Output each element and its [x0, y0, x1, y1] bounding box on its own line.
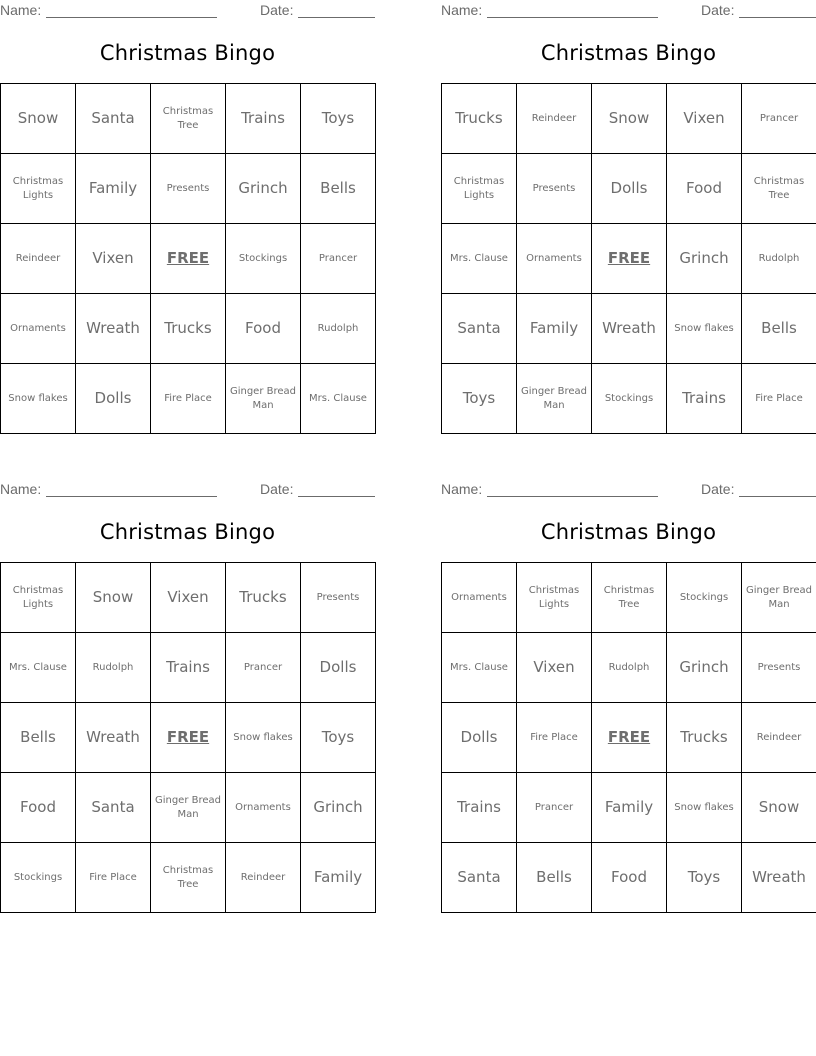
- bingo-cell[interactable]: Rudolph: [742, 224, 816, 294]
- bingo-cell[interactable]: Vixen: [151, 563, 226, 633]
- grid-row: [442, 773, 816, 843]
- bingo-cell[interactable]: Ginger Bread Man: [151, 773, 226, 843]
- bingo-cell[interactable]: Wreath: [76, 703, 151, 773]
- bingo-cell[interactable]: Food: [667, 154, 742, 224]
- bingo-cell[interactable]: Dolls: [76, 364, 151, 434]
- grid-row: [1, 84, 376, 154]
- bingo-cell[interactable]: Prancer: [226, 633, 301, 703]
- name-label: Name:: [0, 2, 42, 18]
- bingo-cell[interactable]: Stockings: [1, 843, 76, 913]
- bingo-cell[interactable]: Santa: [442, 843, 517, 913]
- bingo-cell[interactable]: Snow: [592, 84, 667, 154]
- bingo-cell[interactable]: Christmas Lights: [1, 563, 76, 633]
- bingo-cell[interactable]: Trains: [226, 84, 301, 154]
- bingo-cell[interactable]: Toys: [442, 364, 517, 434]
- grid-row: [1, 294, 376, 364]
- bingo-cell[interactable]: Ginger Bread Man: [517, 364, 592, 434]
- bingo-cell[interactable]: Presents: [301, 563, 376, 633]
- grid-row: [1, 843, 376, 913]
- date-blank-line[interactable]: [298, 17, 375, 18]
- bingo-grid: [441, 83, 816, 434]
- bingo-grid: [0, 562, 376, 913]
- bingo-cell[interactable]: Fire Place: [742, 364, 816, 434]
- bingo-cell[interactable]: Grinch: [667, 633, 742, 703]
- bingo-cell[interactable]: Grinch: [226, 154, 301, 224]
- bingo-cell[interactable]: Rudolph: [76, 633, 151, 703]
- bingo-cell[interactable]: Toys: [301, 84, 376, 154]
- bingo-cell[interactable]: Stockings: [592, 364, 667, 434]
- bingo-cell[interactable]: Trains: [667, 364, 742, 434]
- bingo-cell[interactable]: Presents: [517, 154, 592, 224]
- name-label: Name:: [0, 481, 42, 497]
- bingo-cell[interactable]: Christmas Lights: [442, 154, 517, 224]
- bingo-cell[interactable]: Vixen: [76, 224, 151, 294]
- bingo-cell[interactable]: Trains: [442, 773, 517, 843]
- name-date-header: [441, 2, 816, 20]
- bingo-cell[interactable]: Snow flakes: [226, 703, 301, 773]
- bingo-cell[interactable]: Santa: [76, 84, 151, 154]
- bingo-cell[interactable]: Toys: [667, 843, 742, 913]
- bingo-cell[interactable]: Christmas Lights: [517, 563, 592, 633]
- bingo-cell[interactable]: Prancer: [517, 773, 592, 843]
- name-label: Name:: [441, 2, 483, 18]
- grid-row: [1, 224, 376, 294]
- bingo-cell[interactable]: Wreath: [592, 294, 667, 364]
- bingo-cell[interactable]: Fire Place: [76, 843, 151, 913]
- card-title: Christmas Bingo: [99, 41, 276, 65]
- name-blank-line[interactable]: [46, 496, 217, 497]
- bingo-card-1: [0, 0, 375, 434]
- bingo-cell[interactable]: Snow flakes: [1, 364, 76, 434]
- date-blank-line[interactable]: [298, 496, 375, 497]
- date-blank-line[interactable]: [739, 17, 816, 18]
- card-title: Christmas Bingo: [540, 41, 717, 65]
- bingo-cell[interactable]: Presents: [151, 154, 226, 224]
- grid-row: [1, 773, 376, 843]
- bingo-cell[interactable]: Christmas Tree: [151, 84, 226, 154]
- bingo-cell[interactable]: Fire Place: [151, 364, 226, 434]
- bingo-grid: [0, 83, 376, 434]
- bingo-cell[interactable]: Dolls: [442, 703, 517, 773]
- grid-row: [442, 563, 816, 633]
- bingo-cell[interactable]: Trucks: [226, 563, 301, 633]
- bingo-cell[interactable]: Trucks: [442, 84, 517, 154]
- bingo-cell[interactable]: Ginger Bread Man: [226, 364, 301, 434]
- bingo-cell[interactable]: Prancer: [742, 84, 816, 154]
- bingo-cell[interactable]: Family: [301, 843, 376, 913]
- grid-row: [442, 843, 816, 913]
- card-title: Christmas Bingo: [99, 520, 276, 544]
- bingo-cell[interactable]: Stockings: [667, 563, 742, 633]
- bingo-cell[interactable]: Food: [226, 294, 301, 364]
- bingo-cell[interactable]: Santa: [76, 773, 151, 843]
- bingo-cell[interactable]: Bells: [301, 154, 376, 224]
- bingo-card-3: [0, 479, 375, 913]
- bingo-cell[interactable]: Reindeer: [1, 224, 76, 294]
- bingo-cell[interactable]: Dolls: [592, 154, 667, 224]
- grid-row: [442, 703, 816, 773]
- grid-row: [1, 154, 376, 224]
- grid-row: [442, 224, 816, 294]
- grid-row: [442, 154, 816, 224]
- bingo-cell[interactable]: Christmas Tree: [151, 843, 226, 913]
- name-blank-line[interactable]: [487, 17, 658, 18]
- bingo-cell[interactable]: Ginger Bread Man: [742, 563, 816, 633]
- bingo-cell[interactable]: Trucks: [151, 294, 226, 364]
- grid-row: [442, 364, 816, 434]
- bingo-cell[interactable]: Toys: [301, 703, 376, 773]
- bingo-cell[interactable]: Wreath: [76, 294, 151, 364]
- bingo-cell[interactable]: Reindeer: [517, 84, 592, 154]
- bingo-cell[interactable]: Ornaments: [442, 563, 517, 633]
- card-title: Christmas Bingo: [540, 520, 717, 544]
- bingo-cell[interactable]: Dolls: [301, 633, 376, 703]
- free-space-cell[interactable]: FREE: [151, 224, 226, 294]
- date-blank-line[interactable]: [739, 496, 816, 497]
- bingo-cell[interactable]: Snow flakes: [667, 294, 742, 364]
- date-label: Date:: [701, 481, 735, 497]
- name-date-header: [0, 481, 375, 499]
- bingo-cell[interactable]: Christmas Lights: [1, 154, 76, 224]
- grid-row: [442, 84, 816, 154]
- bingo-cell[interactable]: Snow flakes: [667, 773, 742, 843]
- bingo-cell[interactable]: Mrs. Clause: [442, 633, 517, 703]
- date-label: Date:: [260, 2, 294, 18]
- bingo-cell[interactable]: Snow: [76, 563, 151, 633]
- date-label: Date:: [260, 481, 294, 497]
- bingo-card-4: [441, 479, 816, 913]
- bingo-grid: [441, 562, 816, 913]
- bingo-cell[interactable]: Bells: [742, 294, 816, 364]
- name-date-header: [0, 2, 375, 20]
- grid-row: [442, 294, 816, 364]
- name-label: Name:: [441, 481, 483, 497]
- bingo-cell[interactable]: Ornaments: [226, 773, 301, 843]
- name-blank-line[interactable]: [487, 496, 658, 497]
- date-label: Date:: [701, 2, 735, 18]
- grid-row: [442, 633, 816, 703]
- bingo-cell[interactable]: Food: [1, 773, 76, 843]
- bingo-cell[interactable]: Vixen: [667, 84, 742, 154]
- free-space-cell[interactable]: FREE: [592, 224, 667, 294]
- bingo-cell[interactable]: Fire Place: [517, 703, 592, 773]
- bingo-cell[interactable]: Stockings: [226, 224, 301, 294]
- bingo-cell[interactable]: Snow: [1, 84, 76, 154]
- name-date-header: [441, 481, 816, 499]
- bingo-cell[interactable]: Rudolph: [592, 633, 667, 703]
- bingo-cell[interactable]: Grinch: [301, 773, 376, 843]
- grid-row: [1, 364, 376, 434]
- free-space-cell[interactable]: FREE: [151, 703, 226, 773]
- bingo-cell[interactable]: Wreath: [742, 843, 816, 913]
- bingo-card-2: [441, 0, 816, 434]
- bingo-cell[interactable]: Mrs. Clause: [442, 224, 517, 294]
- bingo-cell[interactable]: Prancer: [301, 224, 376, 294]
- bingo-cell[interactable]: Mrs. Clause: [301, 364, 376, 434]
- bingo-cell[interactable]: Rudolph: [301, 294, 376, 364]
- bingo-cell[interactable]: Family: [592, 773, 667, 843]
- bingo-cell[interactable]: Presents: [742, 633, 816, 703]
- bingo-cell[interactable]: Bells: [1, 703, 76, 773]
- grid-row: [1, 703, 376, 773]
- bingo-cell[interactable]: Mrs. Clause: [1, 633, 76, 703]
- bingo-cell[interactable]: Food: [592, 843, 667, 913]
- bingo-cell[interactable]: Vixen: [517, 633, 592, 703]
- free-space-cell[interactable]: FREE: [592, 703, 667, 773]
- bingo-cell[interactable]: Trains: [151, 633, 226, 703]
- bingo-cell[interactable]: Christmas Tree: [592, 563, 667, 633]
- grid-row: [1, 633, 376, 703]
- bingo-cell[interactable]: Grinch: [667, 224, 742, 294]
- bingo-cell[interactable]: Santa: [442, 294, 517, 364]
- grid-row: [1, 563, 376, 633]
- bingo-cell[interactable]: Family: [517, 294, 592, 364]
- bingo-cell[interactable]: Ornaments: [1, 294, 76, 364]
- name-blank-line[interactable]: [46, 17, 217, 18]
- bingo-cell[interactable]: Trucks: [667, 703, 742, 773]
- bingo-cell[interactable]: Ornaments: [517, 224, 592, 294]
- bingo-cell[interactable]: Bells: [517, 843, 592, 913]
- bingo-cell[interactable]: Reindeer: [742, 703, 816, 773]
- bingo-cell[interactable]: Reindeer: [226, 843, 301, 913]
- bingo-cell[interactable]: Family: [76, 154, 151, 224]
- bingo-cell[interactable]: Snow: [742, 773, 816, 843]
- bingo-cell[interactable]: Christmas Tree: [742, 154, 816, 224]
